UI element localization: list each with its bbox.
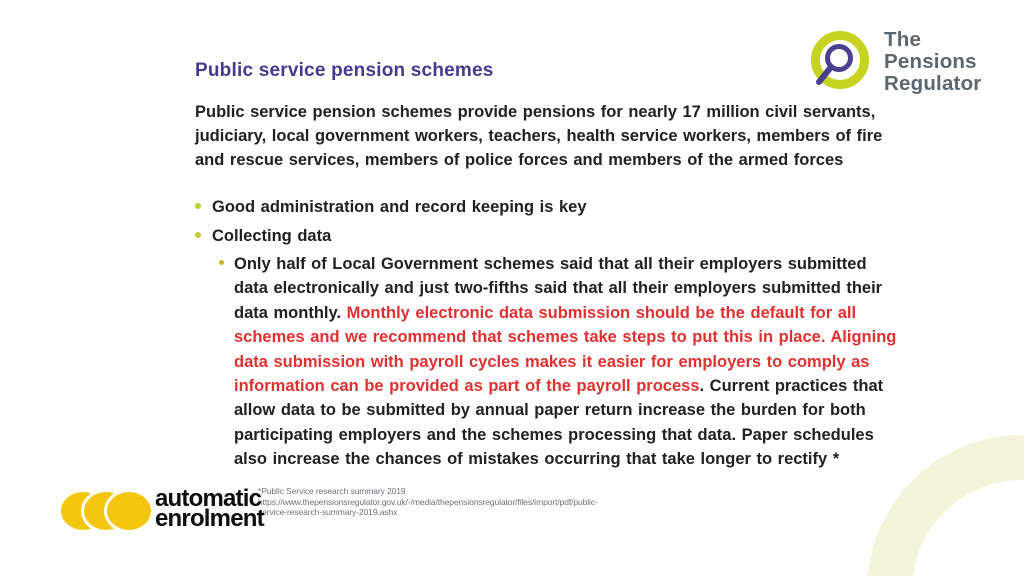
tpr-logo-text-line: Pensions bbox=[884, 50, 977, 73]
ae-logo-text-line: automatic bbox=[155, 485, 262, 512]
bullet-item bbox=[195, 197, 915, 218]
bullet-list bbox=[195, 197, 915, 255]
bullet-item bbox=[195, 226, 915, 247]
detail-text-before: Only half of Local Government schemes said that all their employers submitted data electronically and just two-fifths said that all their employers submitted their data monthly. bbox=[234, 255, 883, 322]
footnote-line: *Public Service research summary 2019 bbox=[258, 486, 406, 496]
bullet-label: Good administration and record keeping is key bbox=[212, 198, 587, 216]
detail-paragraph bbox=[234, 252, 899, 472]
bullet-dot-icon bbox=[195, 203, 201, 209]
footnote bbox=[258, 486, 598, 518]
footnote-line: service-research-summary-2019.ashx bbox=[258, 507, 398, 517]
bullet-dot-icon bbox=[195, 232, 201, 238]
intro-paragraph: Public service pension schemes provide pensions for nearly 17 million civil servants, judiciary, local government workers, teachers, health service workers, members of fire and rescue services, members of police forces and members of the armed forces bbox=[195, 103, 883, 169]
bullet-label: Collecting data bbox=[212, 227, 332, 245]
tpr-logo-text-line: The bbox=[884, 28, 922, 51]
tpr-logo bbox=[808, 26, 1018, 100]
detail-text-after: . Current practices that allow data to be submitted by annual paper return increase the burden for both participating employers and the schemes processing that data. Paper schedules also increase the chances of mistakes occurring that take longer to rectify * bbox=[234, 377, 884, 469]
page-title: Public service pension schemes bbox=[195, 60, 494, 81]
highlight-red-text: Monthly electronic data submission should be the default for all schemes and we recommend that schemes take steps to put this in place. Aligning data submission with payroll cycles makes it easier for employers to comply as information can be provided as part of the payroll process bbox=[234, 303, 897, 396]
tpr-logo-text bbox=[884, 29, 981, 95]
ae-logo-text-line: enrolment bbox=[155, 504, 264, 532]
sub-bullet-dot-icon bbox=[219, 260, 224, 265]
footnote-line: https://www.thepensionsregulator.gov.uk/-/media/thepensionsregulator/files/import/pdf/public- bbox=[258, 496, 598, 507]
tpr-logo-text-line: Regulator bbox=[884, 72, 982, 95]
automatic-enrolment-logo bbox=[58, 485, 268, 538]
ae-ellipse-icon bbox=[104, 489, 154, 533]
magnifier-icon bbox=[808, 26, 878, 100]
ae-logo-text bbox=[155, 485, 264, 532]
